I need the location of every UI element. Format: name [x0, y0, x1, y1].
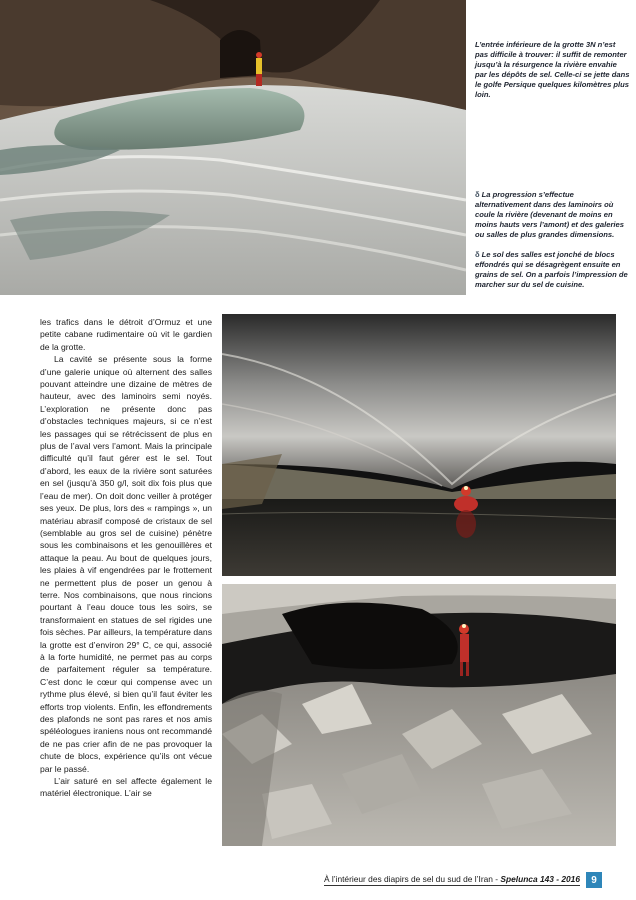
caption-floor-text: Le sol des salles est jonché de blocs effondrés qui se désagrègent ensuite en grains de sel. On a parfois l’impression de marcher sur du sel de cuisine. [475, 250, 628, 289]
article-body [40, 316, 212, 800]
photo-salt-gallery [222, 314, 616, 576]
body-paragraph-2: La cavité se présente sous la forme d’une galerie unique où alternent des salles pouvant atteindre une dizaine de mètres de hauteur, avec des laminoirs semi noyés. L’exploration ne présente donc pas d’obstacles techniques majeurs, si ce n’est les passages qui se rétrécissent de plus en plus de l’aval vers l’amont. Mais la principale difficulté qu’il faut gérer est le sel. Tout d’abord, les eaux de la rivière sont saturées en sel (jusqu’à 350 g/l, soit dix fois plus que l’eau de mer). On doit donc veiller à protéger ses yeux. De plus, lors des « rampings », un matériau abrasif composé de cristaux de sel (semblable au gros sel de cuisine) pénètre sous les combinaisons et les genouillères et attaque la peau. Au bout de quelques jours, les plaies à vif engendrées par le frottement ne permettent plus de poser un genou à terre. Nos combinaisons, que nous rincions pourtant à l’eau douce tous les soirs, se transformaient en statues de sel rigides une fois sèches. Par ailleurs, la température dans la grotte est d’environ 29° C, ce qui, associé à la forte humidité, ne permet pas au corps de parfaitement réguler sa température. C’est donc le cœur qui compense avec un rythme plus élevé, si bien qu’il faut éviter les efforts trop violents. Enfin, les effondrements des plafonds ne sont pas rares et nos amis spéléologues iraniens nous ont recommandé de ne pas crier afin de ne pas provoquer la chute de blocs, expérience qu’ils ont vécue par le passé. [40, 354, 212, 774]
caption-entrance [475, 40, 630, 100]
page-footer [324, 872, 602, 888]
footer-journal: Spelunca 143 - 2016 [500, 874, 580, 884]
arrow-down-icon: δ [475, 250, 480, 259]
body-paragraph-3: L’air saturé en sel affecte également le matériel électronique. L’air se [40, 776, 212, 799]
photo-cave-entrance [0, 0, 466, 295]
caption-progression [475, 190, 630, 240]
footer-running-title [324, 874, 580, 886]
caption-progression-text: La progression s’effectue alternativement dans des laminoirs où coule la rivière (devenant de moins en moins hauts vers l’amont) et des galeries ou salles de plus grandes dimensions. [475, 190, 624, 239]
body-paragraph-1: les trafics dans le détroit d’Ormuz et une petite cabane rudimentaire où vit le gardien de la grotte. [40, 317, 212, 352]
arrow-up-icon: δ [475, 190, 480, 199]
page-number: 9 [586, 872, 602, 888]
caption-entrance-text: L’entrée inférieure de la grotte 3N n’est pas difficile à trouver: il suffit de remonter jusqu’à la résurgence la rivière envahie par les dépôts de sel. Celle-ci se jette dans le golfe Persique quelques kilomètres plus loin. [475, 40, 630, 99]
footer-article-title: À l’intérieur des diapirs de sel du sud de l’Iran - [323, 874, 499, 884]
photo-collapse-chamber [222, 584, 616, 846]
caption-floor [475, 250, 630, 290]
